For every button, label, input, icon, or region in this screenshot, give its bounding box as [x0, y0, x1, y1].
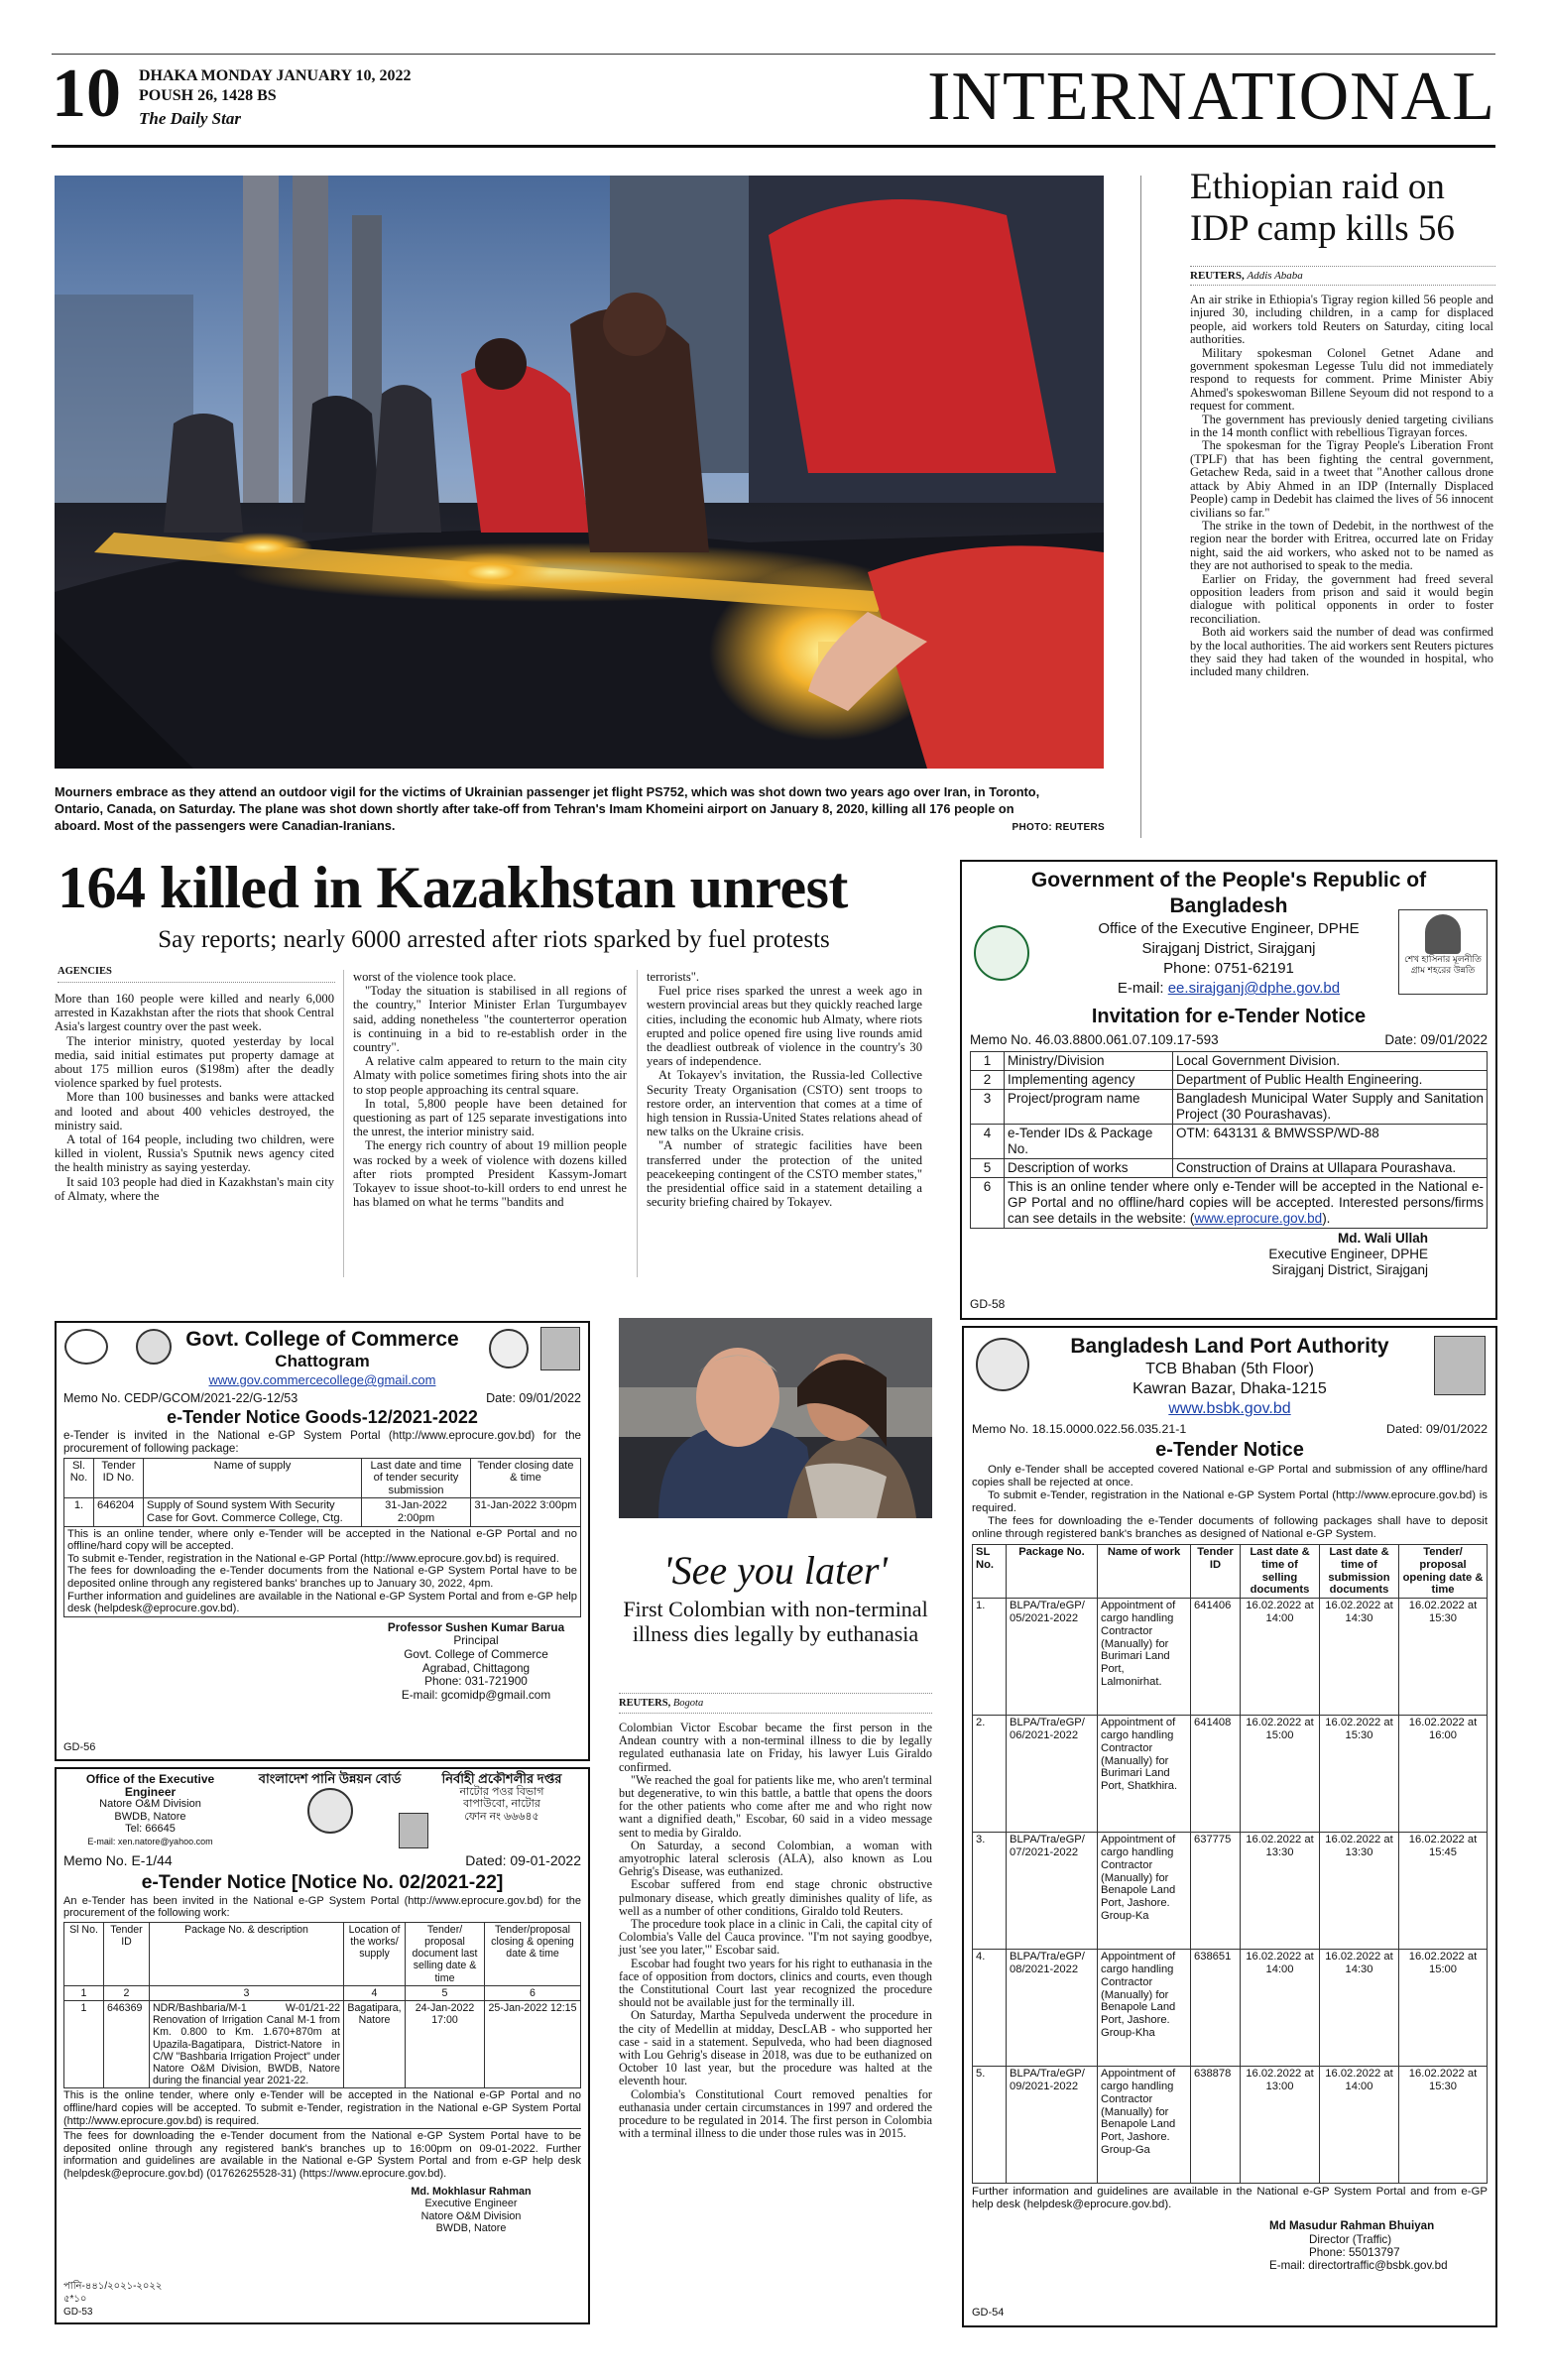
portrait-badge — [1398, 909, 1488, 995]
cell: 637775 — [1191, 1833, 1241, 1950]
notes-cell — [64, 1526, 581, 1616]
cell: 641406 — [1191, 1599, 1241, 1716]
cell: 16.02.2022 at 15:45 — [1399, 1833, 1488, 1950]
cell: 16.02.2022 at 14:00 — [1241, 1950, 1320, 2067]
table-row — [64, 1526, 581, 1616]
header-cell: Tender ID No. — [94, 1458, 144, 1498]
ad-address-2: Kawran Bazar, Dhaka-1215 — [1133, 1380, 1327, 1397]
memo-date: Date: 09/01/2022 — [1384, 1032, 1488, 1047]
paragraph: Colombia's Constitutional Court removed penalties for euthanasia under certain circumstances in 1997 and ordered the procedure to be regulated in 2014. The first person in Colombia with a terminal illness to die under those rules was in 2015. — [619, 2086, 932, 2141]
colombia-headline: 'See you later' — [663, 1548, 888, 1593]
table-row — [64, 2000, 581, 2087]
ad-intro-3: The fees for downloading the e-Tender documents of following packages shall have to deposit online through registered bank's branches as designed of National e-GP System. — [972, 1515, 1488, 1540]
cell: 24-Jan-2022 17:00 — [406, 2000, 485, 2087]
cell: Appointment of cargo handling Contractor (Manually) for Burimari Land Port, Shatkhira. — [1098, 1716, 1191, 1833]
kazakhstan-col-3 — [647, 970, 922, 1209]
paragraph: More than 100 businesses and banks were attacked and looted and about 400 vehicles destroyed, the ministry said. — [55, 1090, 334, 1132]
signer-place: BWDB, Natore — [435, 2222, 507, 2235]
cell: 16.02.2022 at 15:00 — [1241, 1716, 1320, 1833]
bn-code: পানি-৪৪১/২০২১-২০২২ — [63, 2281, 163, 2292]
ethiopia-headline: Ethiopian raid on IDP camp kills 56 — [1190, 167, 1455, 249]
table-row — [64, 1498, 581, 1526]
college-tender-ad — [55, 1321, 590, 1761]
cell: 16.02.2022 at 15:00 — [1399, 1950, 1488, 2067]
paragraph: At Tokayev's invitation, the Russia-led Collective Security Treaty Organisation (CSTO) sent troops to restore order, an intervention that comes at a time of high tension in Russia-United States relations ahead of new talks on the Ukraine crisis. — [647, 1068, 922, 1139]
kazakhstan-col-2 — [353, 970, 627, 1209]
photo-credit: PHOTO: REUTERS — [1012, 822, 1105, 833]
cell: 1 — [971, 1052, 1005, 1071]
bn-office: নির্বাহী প্রকৌশলীর দপ্তর — [441, 1771, 562, 1786]
cell: BLPA/Tra/eGP/ 07/2021-2022 — [1007, 1833, 1098, 1950]
byline-agency: REUTERS, — [619, 1698, 671, 1709]
cell: 16.02.2022 at 15:30 — [1399, 1599, 1488, 1716]
division-name: Natore O&M Division — [99, 1798, 201, 1811]
table-header — [64, 1922, 581, 1985]
cell: 16.02.2022 at 13:30 — [1320, 1833, 1399, 1950]
colombia-body — [619, 1722, 932, 2141]
cell: 31-Jan-2022 2:00pm — [362, 1498, 471, 1526]
memo-date: Date: 09/01/2022 — [486, 1391, 581, 1405]
paragraph: The strike in the town of Dedebit, in the northwest of the region near the border with Eritrea, occurred late on Friday night, said the aid workers, who asked not to be named as they are not authorised to speak to the media. — [1190, 518, 1493, 573]
paragraph: "A number of strategic facilities have been transferred under the protection of the united peacekeeping contingent of the CSTO member states," the presidential office said in a statement detailing a security briefing chaired by Tokayev. — [647, 1138, 922, 1210]
header-cell: Package No. & description — [150, 1922, 344, 1985]
cell: Appointment of cargo handling Contractor (Manually) for Benapole Land Port, Jashore. Group-Ka — [1098, 1833, 1191, 1950]
cell: 16.02.2022 at 14:00 — [1320, 2067, 1399, 2184]
email-label: E-mail: — [1117, 980, 1164, 997]
paragraph: terrorists". — [647, 970, 700, 984]
colombia-byline — [619, 1698, 703, 1709]
table-row — [971, 1125, 1488, 1159]
signer-org: Govt. College of Commerce — [404, 1646, 548, 1661]
header-cell: SL No. — [973, 1545, 1007, 1599]
cell: 4 — [971, 1125, 1005, 1159]
cell: 1. — [973, 1599, 1007, 1716]
paragraph: More than 160 people were killed and nearly 6,000 arrested in Kazakhstan after the riots that shook Central Asia's largest country over the past week. — [55, 992, 334, 1034]
cell: Description of works — [1005, 1159, 1173, 1178]
paragraph: Earlier on Friday, the government had freed several opposition leaders from prison and said it would begin dialogue with political opponents in order to foster reconciliation. — [1190, 571, 1493, 626]
table-header — [64, 1458, 581, 1498]
cell: 16.02.2022 at 15:30 — [1320, 1716, 1399, 1833]
portrait-icon — [540, 1327, 580, 1370]
note: The fees for downloading the e-Tender document from the National e-GP System Portal have to be deposited online through any registered bank's branches up to 16:00pm on 09-01-2022. Further information and guidelines are available in the National e-GP System Portal and from e-GP help desk (helpdesk@eprocure.gov.bd) (01762625528-31) (https://www.eprocure.gov.bd). — [63, 2130, 581, 2180]
ad-code: GD-56 — [63, 1740, 96, 1753]
header-cell: Last date & time of submission documents — [1320, 1545, 1399, 1599]
cell: 16.02.2022 at 14:30 — [1320, 1950, 1399, 2067]
bn-division: নাটোর পওর বিভাগ — [459, 1785, 544, 1798]
signer-name: Professor Sushen Kumar Barua — [387, 1619, 565, 1634]
paragraph: On Saturday, Martha Sepulveda underwent the procedure in the city of Medellin at midday, DescLAB - who supported her case - said in a statement. Sepulveda, who had been diagnosed with Lou Gehrig's disease in 2018, was due to be euthanized on October 10 last year, but the procedure was halted at the eleventh hour. — [619, 2008, 932, 2088]
cell: Ministry/Division — [1005, 1052, 1173, 1071]
table-row — [973, 1599, 1488, 1716]
landport-tender-ad — [962, 1326, 1497, 2327]
portrait-icon — [1425, 914, 1461, 954]
kazakhstan-col-1 — [55, 992, 334, 1203]
paragraph: Both aid workers said the number of dead was confirmed by the local authorities. The aid workers sent Reuters pictures they said they had taken of the wounded in hospital, who included many children. — [1190, 625, 1494, 679]
note: This is the online tender, where only e-Tender will be accepted in the National e-GP Portal and no offline/hard copies will be accepted. To submit e-Tender, registration in the National e-GP System Portal (http://www.eprocure.gov.bd) is required. — [63, 2088, 581, 2129]
ad-phone: Phone: 0751-62191 — [1163, 960, 1294, 977]
tel: Tel: 66645 — [125, 1823, 176, 1836]
bn-phone: ফোন নং ৬৬৬৪৫ — [464, 1810, 539, 1823]
cell: 2 — [104, 1985, 150, 2000]
table-row — [971, 1071, 1488, 1090]
ad-code: GD-58 — [970, 1297, 1006, 1311]
cell: BLPA/Tra/eGP/ 05/2021-2022 — [1007, 1599, 1098, 1716]
cell: NDR/Bashbaria/M-1 W-01/21-22 Renovation of Irrigation Canal M-1 from Km. 0.800 to Km. 1.670+870m at Upazila-Bagatipara, District-Natore in C/W "Bashbaria Irrigation Project" under Natore O&M Division, BWDB, Natore during the financial year 2021-22. — [150, 2000, 344, 2087]
cell: 16.02.2022 at 14:00 — [1241, 1599, 1320, 1716]
paragraph: The government has previously denied targeting civilians in the 14 month conflict with rebellious Tigrayan forces. — [1190, 412, 1493, 440]
cell: 4 — [344, 1985, 406, 2000]
ad-intro: e-Tender is invited in the National e-GP System Portal (http://www.eprocure.gov.bd) for the procurement of following package: — [63, 1429, 581, 1456]
cell: 16.02.2022 at 13:30 — [1241, 1833, 1320, 1950]
paragraph: "Today the situation is stabilised in all regions of the country," Interior Minister Erlan Turgumbayev said, adding nonetheless "the counterterror operation is continuing in a bid to re-establish order in the country". — [353, 984, 627, 1055]
paragraph: Fuel price rises sparked the unrest a week ago in western provincial areas but they quickly reached large cities, including the economic hub Almaty, where riots erupted and police opened fire using live rounds amid the deadliest outbreak of violence in the country's 30 years of independence. — [647, 984, 922, 1069]
ad-title: Government of the People's Republic of Bangladesh — [1030, 869, 1427, 917]
cell: 3. — [973, 1833, 1007, 1950]
org-name: BWDB, Natore — [114, 1810, 186, 1823]
table-row — [64, 1985, 581, 2000]
ad-footer: Further information and guidelines are available in the National e-GP System Portal and from e-GP help desk (helpdesk@eprocure.gov.bd). — [972, 2186, 1488, 2211]
portrait-icon — [399, 1813, 428, 1848]
bslpa-logo — [976, 1338, 1029, 1391]
table-row — [973, 2067, 1488, 2184]
bn-place: বাপাউবো, নাটোর — [463, 1798, 540, 1811]
email-link[interactable]: ee.sirajganj@dphe.gov.bd — [1167, 980, 1341, 997]
paragraph: Escobar suffered from end stage chronic obstructive pulmonary disease, which greatly diminishes quality of life, as well as a number of other conditions, Giraldo told Reuters. — [619, 1877, 932, 1918]
cell: 3 — [150, 1985, 344, 2000]
byline-place: Addis Ababa — [1247, 270, 1303, 282]
memo-date: Dated: 09-01-2022 — [465, 1851, 581, 1868]
note: This is an online tender, where only e-Tender will be accepted in the National e-GP Portal and no offline/hard copy will be accepted. — [67, 1527, 577, 1553]
cell: BLPA/Tra/eGP/ 09/2021-2022 — [1007, 2067, 1098, 2184]
paragraph: The procedure took place in a clinic in Cali, the capital city of Colombia's Valle del Cauca province. "I'm not saying goodbye, just 'see you later,'" Escobar said. — [619, 1917, 932, 1958]
cell: Appointment of cargo handling Contractor (Manually) for Burimari Land Port, Lalmonirhat. — [1098, 1599, 1191, 1716]
cell: 2 — [971, 1071, 1005, 1090]
paragraph: The energy rich country of about 19 million people was rocked by a week of violence with dozens killed after riots prompted President Kassym-Jomart Tokayev to issue shoot-to-kill orders to end unrest he has blamed on what he terms "bandits and — [353, 1138, 627, 1210]
cell: 1 — [64, 2000, 104, 2087]
cell: 4. — [973, 1950, 1007, 2067]
table-row — [973, 1950, 1488, 2067]
ad-intro: An e-Tender has been invited in the National e-GP System Portal (http://www.eprocure.gov.bd) for the procurement of the following work: — [63, 1894, 581, 1920]
cell: BLPA/Tra/eGP/ 08/2021-2022 — [1007, 1950, 1098, 2067]
dateline: DHAKA MONDAY JANUARY 10, 2022 — [139, 67, 412, 84]
colombia-subhead: First Colombian with non-terminal illness dies legally by euthanasia — [623, 1597, 928, 1646]
cell: 2. — [973, 1716, 1007, 1833]
header-cell: Tender/ proposal opening date & time — [1399, 1545, 1488, 1599]
paragraph: An air strike in Ethiopia's Tigray region killed 56 people and injured 30, including children, in a camp for displaced people, aid workers told Reuters on Saturday, citing local authorities. — [1190, 293, 1493, 347]
signer-place: Sirajganj District, Sirajganj — [1271, 1262, 1428, 1277]
paper-name: The Daily Star — [139, 109, 241, 128]
table-row — [973, 1833, 1488, 1950]
paragraph: It said 103 people had died in Kazakhstan's main city of Almaty, where the — [55, 1174, 334, 1203]
ad-title: Bangladesh Land Port Authority — [1070, 1335, 1389, 1358]
cell: Bangladesh Municipal Water Supply and Sanitation Project (30 Pourashavas). — [1173, 1090, 1488, 1125]
cell: 641408 — [1191, 1716, 1241, 1833]
cell: BLPA/Tra/eGP/ 06/2021-2022 — [1007, 1716, 1098, 1833]
header-cell: Name of supply — [144, 1458, 362, 1498]
header-cell: Package No. — [1007, 1545, 1098, 1599]
bn-code-2: ৫*১০ — [63, 2294, 87, 2305]
ad-address-1: TCB Bhaban (5th Floor) — [1145, 1361, 1314, 1377]
dphe-tender-ad — [960, 860, 1497, 1320]
page-number: 10 — [52, 56, 121, 132]
cell: Implementing agency — [1005, 1071, 1173, 1090]
ad-notice: e-Tender Notice [Notice No. 02/2021-22] — [141, 1870, 504, 1893]
table-header — [973, 1545, 1488, 1599]
table-row — [971, 1090, 1488, 1125]
signer-phone: Phone: 55013797 — [1309, 2246, 1400, 2259]
cell: 5. — [973, 2067, 1007, 2184]
signer-title: Principal — [453, 1633, 499, 1648]
cell: 16.02.2022 at 16:00 — [1399, 1716, 1488, 1833]
cell: Appointment of cargo handling Contractor (Manually) for Benapole Land Port, Jashore. Group-Kha — [1098, 1950, 1191, 2067]
cell: Construction of Drains at Ullapara Pourashava. — [1173, 1159, 1488, 1178]
signer-phone: Phone: 031-721900 — [424, 1674, 528, 1689]
paragraph: worst of the violence took place. — [353, 970, 517, 984]
memo-number: Memo No. CEDP/GCOM/2021-22/G-12/53 — [63, 1391, 298, 1405]
office-name: Office of the Executive Engineer — [85, 1772, 215, 1799]
college-table — [63, 1458, 581, 1617]
signer-division: Natore O&M Division — [420, 2209, 522, 2222]
bangla-date: POUSH 26, 1428 BS — [139, 87, 277, 104]
table-row — [971, 1178, 1488, 1229]
cell: 1. — [64, 1498, 94, 1526]
cell: 25-Jan-2022 12:15 — [485, 2000, 581, 2087]
ad-intro-2: To submit e-Tender, registration in the National e-GP System Portal (http://www.eprocure.gov.bd) is required. — [972, 1489, 1488, 1514]
paragraph: A total of 164 people, including two children, were killed in violent, Russia's Sputnik news agency cited the health ministry as saying yesterday. — [55, 1132, 334, 1175]
cell: This is an online tender where only e-Tender will be accepted in the National e-GP Portal and no offline/hard copies will be accepted. Interested persons/firms can see details in the website: (www.eprocure.gov.bd). — [1005, 1178, 1488, 1229]
ethiopia-byline — [1190, 270, 1303, 282]
college-logo-right — [489, 1329, 529, 1368]
kazakhstan-headline: 164 killed in Kazakhstan unrest — [58, 855, 848, 920]
memo-number: Memo No. E-1/44 — [63, 1851, 173, 1868]
cell: 638878 — [1191, 2067, 1241, 2184]
cell: 638651 — [1191, 1950, 1241, 2067]
cell: 3 — [971, 1090, 1005, 1125]
section-title: INTERNATIONAL — [927, 59, 1495, 135]
cell: 1 — [64, 1985, 104, 2000]
bwdb-logo — [307, 1788, 353, 1834]
ad-notice: e-Tender Notice Goods-12/2021-2022 — [167, 1407, 478, 1428]
ad-notice: Invitation for e-Tender Notice — [1091, 1006, 1367, 1027]
header-cell: Tender/proposal closing & opening date & time — [485, 1922, 581, 1985]
cell: Department of Public Health Engineering. — [1173, 1071, 1488, 1090]
note: Further information and guidelines are available in the National e-GP System Portal and from e-GP help desk (helpdesk@eprocure.gov.bd). — [67, 1590, 577, 1615]
ad-office: Office of the Executive Engineer, DPHE — [1098, 920, 1360, 937]
cell: 6 — [485, 1985, 581, 2000]
kazakhstan-subhead: Say reports; nearly 6000 arrested after riots sparked by fuel protests — [158, 926, 830, 953]
signer-title: Director (Traffic) — [1309, 2232, 1392, 2246]
paragraph: Escobar had fought two years for his right to euthanasia in the face of opposition from doctors, clinics and courts, even though the Constitutional Court last year recognized the procedure should not be available just for the terminally ill. — [619, 1956, 932, 2010]
cell: e-Tender IDs & Package No. — [1005, 1125, 1173, 1159]
cell: Local Government Division. — [1173, 1052, 1488, 1071]
cell: 5 — [971, 1159, 1005, 1178]
cell: Project/program name — [1005, 1090, 1173, 1125]
ad-code: GD-53 — [63, 2307, 93, 2318]
header-cell: Sl. No. — [64, 1458, 94, 1498]
paragraph: "We reached the goal for patients like me, who aren't terminal but degenerative, to win this battle, a battle that opens the doors for the other patients who come after me and who right now want a dignified death," Escobar, 60 said in a video message sent to media by Giraldo. — [619, 1772, 932, 1840]
cell: 16.02.2022 at 13:00 — [1241, 2067, 1320, 2184]
ethiopia-body — [1190, 294, 1493, 679]
bwdb-table — [63, 1922, 581, 2089]
paragraph: A relative calm appeared to return to the main city Almaty with police sometimes firing shots into the air to stop people approaching its central square. — [353, 1054, 627, 1097]
bwdb-tender-ad — [55, 1767, 590, 2324]
byline-place: Bogota — [672, 1698, 704, 1709]
header-cell: Tender/ proposal document last selling date & time — [406, 1922, 485, 1985]
notice-text: This is an online tender where only e-Tender will be accepted in the National e-GP Portal and no offline/hard copies will be accepted. Interested persons/firms can see details in the website: — [1008, 1179, 1484, 1226]
paragraph: In total, 5,800 people have been detained for questioning as part of 125 separate investigations into the unrest, the interior ministry said. — [353, 1096, 627, 1139]
email: E-mail: xen.natore@yahoo.com — [87, 1836, 213, 1846]
signer-email: E-mail: directortraffic@bsbk.gov.bd — [1269, 2259, 1448, 2273]
byline-agency: REUTERS, — [1190, 270, 1245, 282]
header-cell: Name of work — [1098, 1545, 1191, 1599]
dphe-table — [970, 1051, 1488, 1229]
govt-logo — [974, 925, 1029, 981]
ad-notice: e-Tender Notice — [1155, 1439, 1304, 1461]
college-logo-left — [64, 1329, 108, 1365]
signer-name: Md Masudur Rahman Bhuiyan — [1269, 2219, 1435, 2233]
ad-web[interactable]: www.bsbk.gov.bd — [1168, 1400, 1291, 1417]
signer-email: E-mail: gcomidp@gmail.com — [401, 1687, 551, 1702]
cell: 16.02.2022 at 15:30 — [1399, 2067, 1488, 2184]
header-cell: Location of the works/ supply — [344, 1922, 406, 1985]
ad-district: Sirajganj District, Sirajganj — [1141, 940, 1316, 957]
memo-number: Memo No. 18.15.0000.022.56.035.21-1 — [972, 1422, 1187, 1436]
cell: 6 — [971, 1178, 1005, 1229]
cell: Supply of Sound system With Security Case for Govt. Commerce College, Ctg. — [144, 1498, 362, 1526]
signer-title: Executive Engineer, DPHE — [1268, 1247, 1428, 1261]
paragraph: The interior ministry, quoted yesterday by local media, said initial estimates put property damage at about 175 million euros ($198m) after the deadly violence sparked by fuel protests. — [55, 1033, 334, 1091]
vigil-photo — [55, 176, 1104, 769]
header-cell: Tender ID — [104, 1922, 150, 1985]
signer-name: Md. Wali Ullah — [1338, 1231, 1428, 1246]
signer-name: Md. Mokhlasur Rahman — [411, 2185, 532, 2198]
note: To submit e-Tender, registration in the National e-GP Portal (http://www.eprocure.gov.bd) is required. — [67, 1552, 559, 1565]
ad-intro-1: Only e-Tender shall be accepted covered National e-GP Portal and submission of any offline/hard copies shall be rejected at once. — [972, 1464, 1488, 1488]
ad-city: Chattogram — [275, 1352, 370, 1370]
cell: Appointment of cargo handling Contractor (Manually) for Benapole Land Port, Jashore. Group-Ga — [1098, 2067, 1191, 2184]
paragraph: On Saturday, a second Colombian, a woman with amyotrophic lateral sclerosis (ALA), also known as Lou Gehrig's Disease, was euthanized. — [619, 1838, 932, 1879]
cell: 5 — [406, 1985, 485, 2000]
signer-title: Executive Engineer — [424, 2198, 518, 2210]
memo-number: Memo No. 46.03.8800.061.07.109.17-593 — [970, 1032, 1219, 1047]
landport-table — [972, 1544, 1488, 2184]
note: The fees for downloading the e-Tender documents from the National e-GP System Portal have to be deposited online through any registered banks' branches up to January 30, 2022, 4pm. — [67, 1565, 577, 1590]
memo-date: Dated: 09/01/2022 — [1386, 1422, 1488, 1436]
portrait-icon — [1434, 1336, 1486, 1395]
header-cell: Tender closing date & time — [471, 1458, 581, 1498]
badge-text: শেখ হাসিনার মূলনীতি গ্রাম শহরের উন্নতি — [1404, 954, 1482, 975]
header-cell: Tender ID — [1191, 1545, 1241, 1599]
paragraph: Colombian Victor Escobar became the first person in the Andean country with a non-terminal illness to die by legally regulated euthanasia late on Friday, his lawyer Luis Giraldo confirmed. — [619, 1721, 932, 1774]
photo-caption: Mourners embrace as they attend an outdoor vigil for the victims of Ukrainian passenger jet flight PS752, which was shot down two years ago over Iran, in Toronto, Ontario, Canada, on Saturday. The plane was shot down shortly after take-off from Tehran's Imam Khomeini airport on January 8, 2020, killing all 176 people on aboard. Most of the passengers were Canadian-Iranians. — [55, 784, 1040, 833]
cell: 31-Jan-2022 3:00pm — [471, 1498, 581, 1526]
cell: 16.02.2022 at 14:30 — [1320, 1599, 1399, 1716]
eprocure-link[interactable]: www.eprocure.gov.bd — [1194, 1211, 1323, 1226]
college-logo-mid — [136, 1329, 172, 1365]
paragraph: The spokesman for the Tigray People's Liberation Front (TPLF) that has been fighting the central government, Getachew Reda, said in a tweet that "Another callous drone attack by Abiy Ahmed in an IDP (Internally Displaced People) camp in Dedebit has claimed the lives of 56 innocent civilians so far." — [1190, 438, 1493, 520]
cell: 646369 — [104, 2000, 150, 2087]
bn-org: বাংলাদেশ পানি উন্নয়ন বোর্ড — [258, 1771, 402, 1786]
header-cell: Last date and time of tender security submission — [362, 1458, 471, 1498]
table-row — [971, 1052, 1488, 1071]
cell: 646204 — [94, 1498, 144, 1526]
couple-photo — [619, 1318, 932, 1518]
table-row — [971, 1159, 1488, 1178]
header-cell: Last date & time of selling documents — [1241, 1545, 1320, 1599]
ad-web[interactable]: www.gov.commercecollege@gmail.com — [208, 1372, 436, 1387]
ad-code: GD-54 — [972, 2307, 1005, 2319]
cell: OTM: 643131 & BMWSSP/WD-88 — [1173, 1125, 1488, 1159]
kazakhstan-byline: AGENCIES — [58, 966, 112, 977]
paragraph: Military spokesman Colonel Getnet Adane and government spokesman Legesse Tulu did not immediately respond to requests for comment. Prime Minister Abiy Ahmed's spokeswoman Billene Seyoum did not respond to a request for comment. — [1190, 345, 1493, 414]
cell: Bagatipara, Natore — [344, 2000, 406, 2087]
header-cell: Sl No. — [64, 1922, 104, 1985]
signer-place: Agrabad, Chittagong — [421, 1660, 531, 1675]
table-row — [973, 1716, 1488, 1833]
ad-title: Govt. College of Commerce — [185, 1328, 459, 1351]
